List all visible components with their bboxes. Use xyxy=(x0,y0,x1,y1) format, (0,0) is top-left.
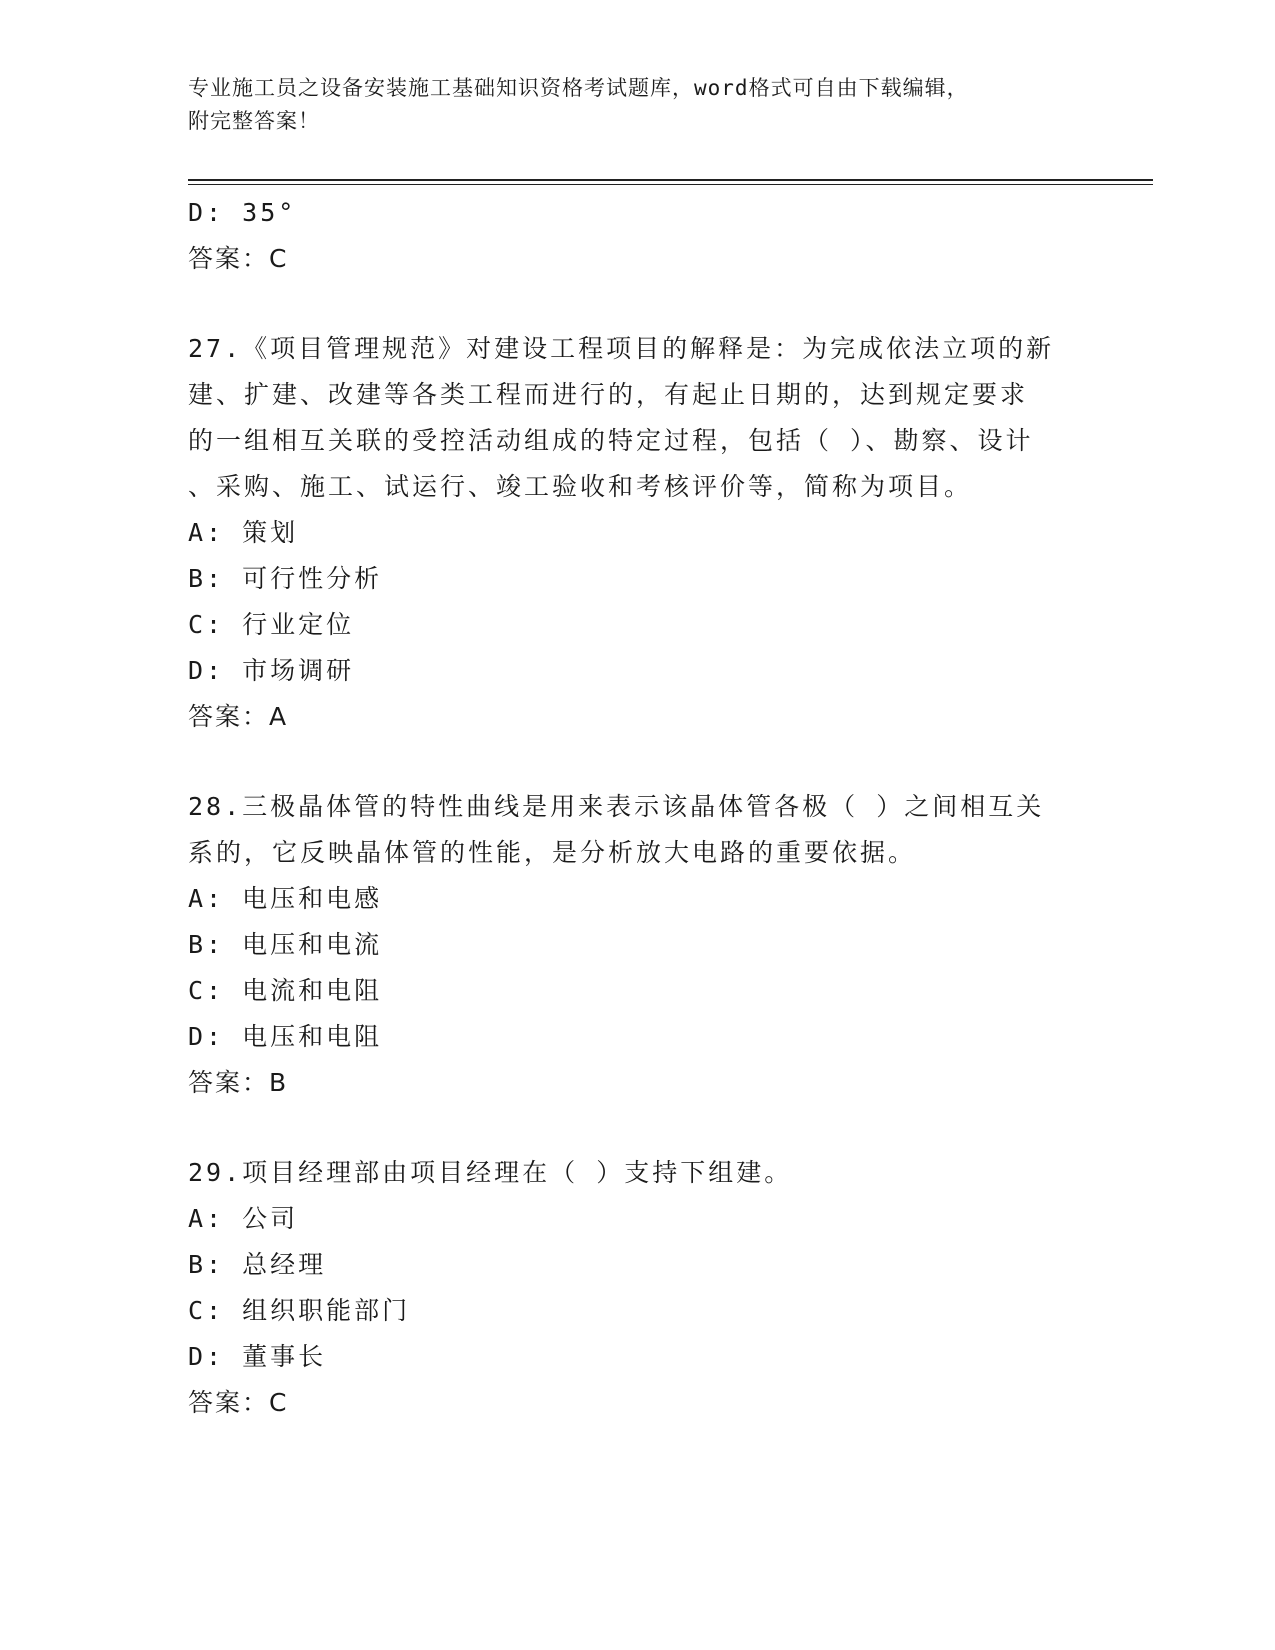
question-27 xyxy=(188,326,1088,740)
option-a: A: 公司 xyxy=(188,1204,299,1233)
option-a: A: 电压和电感 xyxy=(188,884,383,913)
option-c: C: 组织职能部门 xyxy=(188,1296,411,1325)
document-header xyxy=(188,72,1068,138)
answer: 答案：B xyxy=(188,1068,289,1097)
spacer xyxy=(188,740,1088,784)
option-b: B: 可行性分析 xyxy=(188,564,383,593)
option-b: B: 电压和电流 xyxy=(188,930,383,959)
option-c: C: 电流和电阻 xyxy=(188,976,383,1005)
answer: 答案：C xyxy=(188,1388,289,1417)
answer: 答案：C xyxy=(188,244,289,273)
option-a: A: 策划 xyxy=(188,518,299,547)
answer: 答案：A xyxy=(188,702,289,731)
header-line-1: 专业施工员之设备安装施工基础知识资格考试题库，word格式可自由下载编辑， xyxy=(188,76,969,100)
option-d: D: 35° xyxy=(188,198,297,227)
document-content xyxy=(188,190,1088,1426)
spacer xyxy=(188,1106,1088,1150)
header-rule-thick xyxy=(188,179,1153,181)
spacer xyxy=(188,282,1088,326)
question-stem-line: 29.项目经理部由项目经理在（ ）支持下组建。 xyxy=(188,1158,793,1187)
option-b: B: 总经理 xyxy=(188,1250,327,1279)
header-rule-thin xyxy=(188,184,1153,185)
question-stem-line: 28.三极晶体管的特性曲线是用来表示该晶体管各极（ ）之间相互关 xyxy=(188,792,1045,821)
question-28 xyxy=(188,784,1088,1106)
question-stem-line: 的一组相互关联的受控活动组成的特定过程，包括（ ）、勘察、设计 xyxy=(188,426,1034,455)
option-d: D: 市场调研 xyxy=(188,656,355,685)
question-stem-line: 27.《项目管理规范》对建设工程项目的解释是：为完成依法立项的新 xyxy=(188,334,1055,363)
question-stem-line: 建、扩建、改建等各类工程而进行的，有起止日期的，达到规定要求 xyxy=(188,380,1029,409)
question-stem-line: 、采购、施工、试运行、竣工验收和考核评价等，简称为项目。 xyxy=(188,472,973,501)
question-29 xyxy=(188,1150,1088,1426)
option-d: D: 董事长 xyxy=(188,1342,327,1371)
header-line-2: 附完整答案！ xyxy=(188,109,320,133)
question-stem-line: 系的，它反映晶体管的性能，是分析放大电路的重要依据。 xyxy=(188,838,917,867)
previous-question-tail xyxy=(188,190,1088,282)
option-c: C: 行业定位 xyxy=(188,610,355,639)
option-d: D: 电压和电阻 xyxy=(188,1022,383,1051)
